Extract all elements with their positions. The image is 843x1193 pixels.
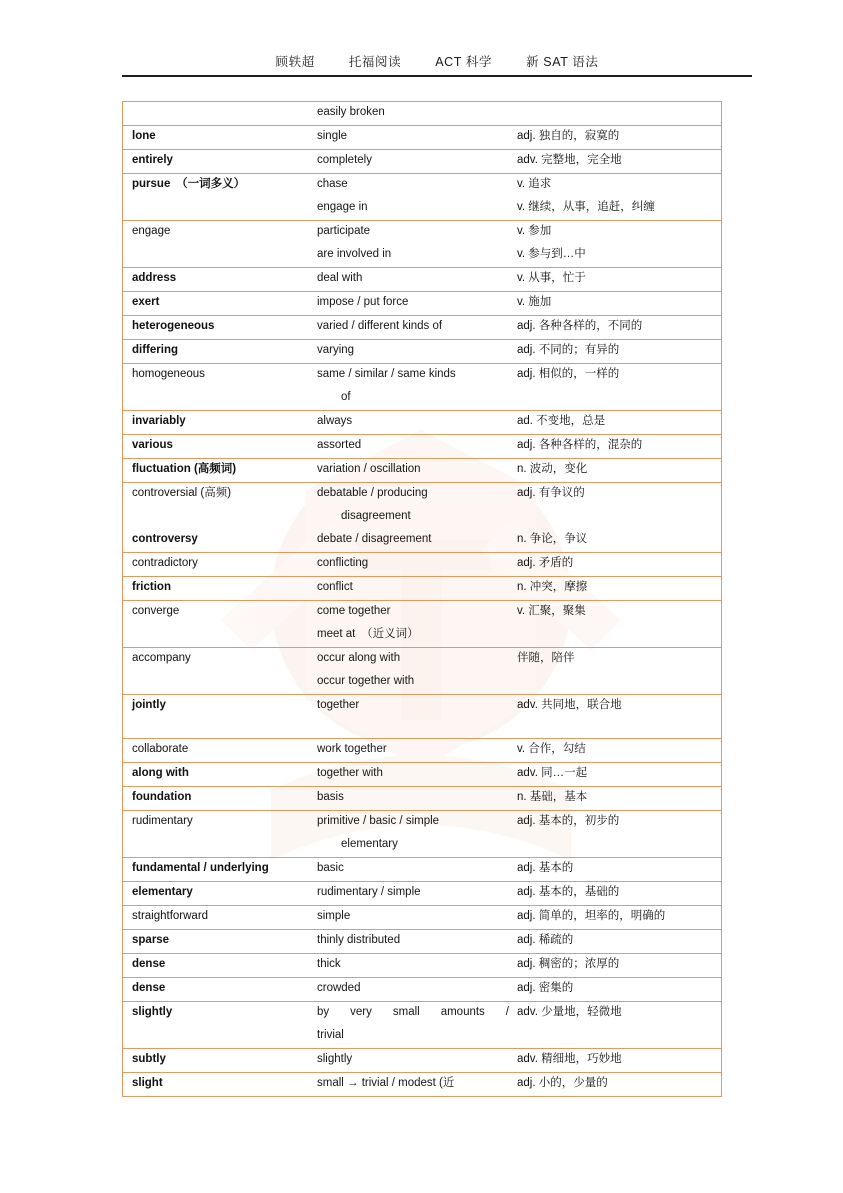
table-row-group bbox=[123, 150, 721, 174]
page-header bbox=[122, 52, 752, 77]
table-row bbox=[123, 435, 721, 458]
cell-chinese: adj. 有争议的 bbox=[517, 487, 585, 499]
cell-definition: participate bbox=[317, 225, 371, 237]
cell-definition: engage in bbox=[317, 201, 368, 213]
table-row-group bbox=[123, 811, 721, 858]
table-row bbox=[123, 102, 721, 125]
cell-chinese: v. 参加 bbox=[517, 225, 552, 237]
cell-term: dense bbox=[132, 982, 166, 994]
cell-term: straightforward bbox=[132, 910, 209, 922]
cell-term: lone bbox=[132, 130, 156, 142]
cell-chinese: adj. 基本的 bbox=[517, 862, 574, 874]
table-row-group bbox=[123, 174, 721, 221]
table-row bbox=[123, 197, 721, 220]
cell-definition: of bbox=[341, 391, 351, 403]
cell-chinese: n. 争论，争议 bbox=[517, 533, 588, 545]
cell-chinese bbox=[515, 387, 721, 393]
table-row-group bbox=[123, 763, 721, 787]
cell-term: sparse bbox=[132, 934, 170, 946]
cell-term: various bbox=[132, 439, 173, 451]
table-row bbox=[123, 1049, 721, 1072]
cell-term: rudimentary bbox=[132, 815, 193, 827]
cell-chinese: adj. 独自的，寂寞的 bbox=[517, 130, 620, 142]
table-row-group bbox=[123, 483, 721, 553]
cell-definition: occur along with bbox=[317, 652, 401, 664]
table-row-group bbox=[123, 459, 721, 483]
cell-term: homogeneous bbox=[132, 368, 205, 380]
table-row bbox=[123, 695, 721, 738]
cell-term: heterogeneous bbox=[132, 320, 215, 332]
cell-term: friction bbox=[132, 581, 171, 593]
cell-definition: chase bbox=[317, 178, 348, 190]
table-row bbox=[123, 577, 721, 600]
cell-chinese: adj. 简单的，坦率的，明确的 bbox=[517, 910, 666, 922]
cell-definition: rudimentary / simple bbox=[317, 886, 421, 898]
cell-definition: debate / disagreement bbox=[317, 533, 432, 545]
cell-chinese: v. 施加 bbox=[517, 296, 552, 308]
cell-term: fluctuation (高频词) bbox=[132, 463, 237, 475]
table-row bbox=[123, 506, 721, 529]
cell-chinese bbox=[515, 671, 721, 677]
cell-definition: easily broken bbox=[317, 106, 385, 118]
cell-chinese bbox=[515, 506, 721, 512]
cell-term: slightly bbox=[132, 1006, 173, 1018]
table-row bbox=[123, 316, 721, 339]
cell-chinese: v. 继续，从事，追赶，纠缠 bbox=[517, 201, 655, 213]
cell-term bbox=[123, 197, 315, 203]
cell-term: along with bbox=[132, 767, 189, 779]
cell-definition: conflicting bbox=[317, 557, 369, 569]
cell-definition: single bbox=[317, 130, 348, 142]
table-row bbox=[123, 601, 721, 624]
header-nav-item-new-sat-grammar: 新 SAT 语法 bbox=[526, 55, 599, 69]
table-row-group bbox=[123, 1073, 721, 1096]
cell-term: engage bbox=[132, 225, 171, 237]
table-row bbox=[123, 292, 721, 315]
cell-definition: basis bbox=[317, 791, 344, 803]
table-row bbox=[123, 1025, 721, 1048]
cell-definition: deal with bbox=[317, 272, 363, 284]
cell-definition: simple bbox=[317, 910, 351, 922]
cell-term bbox=[123, 387, 315, 393]
cell-definition: always bbox=[317, 415, 353, 427]
cell-definition: disagreement bbox=[341, 510, 411, 522]
cell-definition: debatable / producing bbox=[317, 487, 428, 499]
table-row bbox=[123, 882, 721, 905]
cell-chinese: adv. 完整地，完全地 bbox=[517, 154, 622, 166]
cell-chinese: v. 追求 bbox=[517, 178, 552, 190]
header-nav-item-toefl-reading: 托福阅读 bbox=[348, 55, 402, 69]
table-row-group bbox=[123, 906, 721, 930]
table-row bbox=[123, 671, 721, 694]
table-row bbox=[123, 529, 721, 552]
cell-definition: trivial bbox=[317, 1029, 344, 1041]
table-row-group bbox=[123, 221, 721, 268]
cell-chinese: adj. 稀疏的 bbox=[517, 934, 574, 946]
cell-chinese: v. 合作，勾结 bbox=[517, 743, 586, 755]
cell-definition: variation / oscillation bbox=[317, 463, 421, 475]
cell-chinese: adj. 基本的，基础的 bbox=[517, 886, 620, 898]
cell-term bbox=[123, 671, 315, 677]
cell-chinese: adj. 密集的 bbox=[517, 982, 574, 994]
cell-chinese: adj. 相似的，一样的 bbox=[517, 368, 620, 380]
table-row bbox=[123, 648, 721, 671]
cell-term: controversy bbox=[132, 533, 198, 545]
cell-chinese: n. 冲突，摩擦 bbox=[517, 581, 588, 593]
cell-term: converge bbox=[132, 605, 180, 617]
table-row bbox=[123, 553, 721, 576]
cell-chinese: n. 波动，变化 bbox=[517, 463, 588, 475]
cell-definition: come together bbox=[317, 605, 391, 617]
table-row-group bbox=[123, 316, 721, 340]
cell-definition: varied / different kinds of bbox=[317, 320, 443, 332]
cell-chinese: adj. 稠密的；浓厚的 bbox=[517, 958, 620, 970]
cell-chinese: adj. 基本的，初步的 bbox=[517, 815, 620, 827]
table-row bbox=[123, 483, 721, 506]
cell-chinese bbox=[515, 102, 721, 108]
table-row bbox=[123, 340, 721, 363]
cell-chinese: v. 从事，忙于 bbox=[517, 272, 586, 284]
cell-definition: thinly distributed bbox=[317, 934, 401, 946]
cell-term: differing bbox=[132, 344, 178, 356]
vocabulary-table bbox=[122, 101, 722, 1097]
table-row bbox=[123, 126, 721, 149]
table-row-group bbox=[123, 411, 721, 435]
table-row bbox=[123, 624, 721, 647]
cell-definition: impose / put force bbox=[317, 296, 409, 308]
cell-definition: crowded bbox=[317, 982, 361, 994]
table-row-group bbox=[123, 126, 721, 150]
table-row-group bbox=[123, 268, 721, 292]
table-row bbox=[123, 244, 721, 267]
cell-chinese: adv. 同…一起 bbox=[517, 767, 588, 779]
header-nav-item-author: 顾轶超 bbox=[275, 55, 315, 69]
table-row bbox=[123, 268, 721, 291]
cell-chinese: 伴随，陪伴 bbox=[517, 652, 575, 664]
cell-chinese bbox=[515, 834, 721, 840]
table-row bbox=[123, 387, 721, 410]
table-row-group bbox=[123, 858, 721, 882]
cell-chinese: adv. 少量地，轻微地 bbox=[517, 1006, 622, 1018]
table-row-group bbox=[123, 739, 721, 763]
cell-term: jointly bbox=[132, 699, 166, 711]
cell-definition: work together bbox=[317, 743, 387, 755]
table-row-group bbox=[123, 364, 721, 411]
table-row bbox=[123, 834, 721, 857]
cell-definition: conflict bbox=[317, 581, 353, 593]
cell-term: accompany bbox=[132, 652, 191, 664]
cell-term: contradictory bbox=[132, 557, 198, 569]
table-row-group bbox=[123, 787, 721, 811]
table-row bbox=[123, 763, 721, 786]
cell-term: fundamental / underlying bbox=[132, 862, 269, 874]
cell-chinese: ad. 不变地，总是 bbox=[517, 415, 606, 427]
cell-chinese: adj. 矛盾的 bbox=[517, 557, 574, 569]
cell-definition: small → trivial / modest (近 bbox=[317, 1077, 455, 1089]
cell-term: dense bbox=[132, 958, 166, 970]
cell-term: controversial (高频) bbox=[132, 487, 232, 499]
cell-term: collaborate bbox=[132, 743, 189, 755]
cell-term: foundation bbox=[132, 791, 192, 803]
table-row-group bbox=[123, 601, 721, 648]
cell-term: exert bbox=[132, 296, 160, 308]
table-row-group bbox=[123, 882, 721, 906]
header-nav-item-act-science: ACT 科学 bbox=[435, 55, 493, 69]
table-row bbox=[123, 364, 721, 387]
cell-term bbox=[123, 624, 315, 630]
cell-term: slight bbox=[132, 1077, 163, 1089]
table-row bbox=[123, 174, 721, 197]
table-row-group bbox=[123, 435, 721, 459]
table-row-group bbox=[123, 978, 721, 1002]
cell-chinese: adv. 精细地，巧妙地 bbox=[517, 1053, 622, 1065]
header-nav bbox=[122, 52, 752, 75]
cell-term bbox=[123, 834, 315, 840]
cell-definition: together bbox=[317, 699, 360, 711]
cell-term bbox=[123, 244, 315, 250]
cell-term: invariably bbox=[132, 415, 186, 427]
header-divider bbox=[122, 75, 752, 77]
table-row bbox=[123, 221, 721, 244]
cell-definition: thick bbox=[317, 958, 341, 970]
cell-term bbox=[123, 1025, 315, 1031]
cell-chinese bbox=[515, 624, 721, 630]
cell-chinese: v. 参与到…中 bbox=[517, 248, 586, 260]
cell-definition: primitive / basic / simple bbox=[317, 815, 440, 827]
table-row bbox=[123, 978, 721, 1001]
cell-chinese: adj. 不同的；有异的 bbox=[517, 344, 620, 356]
table-row-group bbox=[123, 1002, 721, 1049]
cell-definition: completely bbox=[317, 154, 372, 166]
cell-term bbox=[123, 102, 315, 108]
table-row bbox=[123, 930, 721, 953]
table-row-group bbox=[123, 292, 721, 316]
table-row bbox=[123, 811, 721, 834]
table-row bbox=[123, 150, 721, 173]
table-row-group bbox=[123, 102, 721, 126]
cell-chinese: adj. 小的，少量的 bbox=[517, 1077, 608, 1089]
cell-definition: are involved in bbox=[317, 248, 392, 260]
cell-definition: occur together with bbox=[317, 675, 415, 687]
table-row-group bbox=[123, 954, 721, 978]
cell-chinese: adj. 各种各样的，混杂的 bbox=[517, 439, 643, 451]
cell-chinese: n. 基础，基本 bbox=[517, 791, 588, 803]
cell-definition: meet at （近义词） bbox=[317, 628, 419, 640]
cell-chinese: adj. 各种各样的，不同的 bbox=[517, 320, 643, 332]
table-row-group bbox=[123, 577, 721, 601]
cell-definition: same / similar / same kinds bbox=[317, 368, 456, 380]
table-row bbox=[123, 459, 721, 482]
table-row-group bbox=[123, 553, 721, 577]
cell-term: pursue （一词多义） bbox=[132, 178, 246, 190]
table-row bbox=[123, 1002, 721, 1025]
cell-definition: together with bbox=[317, 767, 383, 779]
table-row-group bbox=[123, 340, 721, 364]
cell-term: address bbox=[132, 272, 177, 284]
table-row bbox=[123, 787, 721, 810]
table-row-group bbox=[123, 1049, 721, 1073]
table-row bbox=[123, 858, 721, 881]
cell-term: elementary bbox=[132, 886, 193, 898]
cell-chinese: adv. 共同地，联合地 bbox=[517, 699, 622, 711]
table-row bbox=[123, 906, 721, 929]
cell-definition: elementary bbox=[341, 838, 398, 850]
table-row bbox=[123, 739, 721, 762]
cell-term bbox=[123, 506, 315, 512]
table-row bbox=[123, 411, 721, 434]
table-row-group bbox=[123, 695, 721, 739]
cell-chinese bbox=[515, 1025, 721, 1031]
cell-definition: varying bbox=[317, 344, 355, 356]
table-row-group bbox=[123, 648, 721, 695]
cell-term: subtly bbox=[132, 1053, 166, 1065]
cell-definition: basic bbox=[317, 862, 344, 874]
table-row bbox=[123, 1073, 721, 1096]
cell-chinese: v. 汇聚，聚集 bbox=[517, 605, 586, 617]
cell-definition: assorted bbox=[317, 439, 362, 451]
table-row-group bbox=[123, 930, 721, 954]
cell-definition: slightly bbox=[317, 1053, 353, 1065]
table-row bbox=[123, 954, 721, 977]
cell-definition: by very small amounts / bbox=[317, 1006, 509, 1018]
cell-term: entirely bbox=[132, 154, 173, 166]
